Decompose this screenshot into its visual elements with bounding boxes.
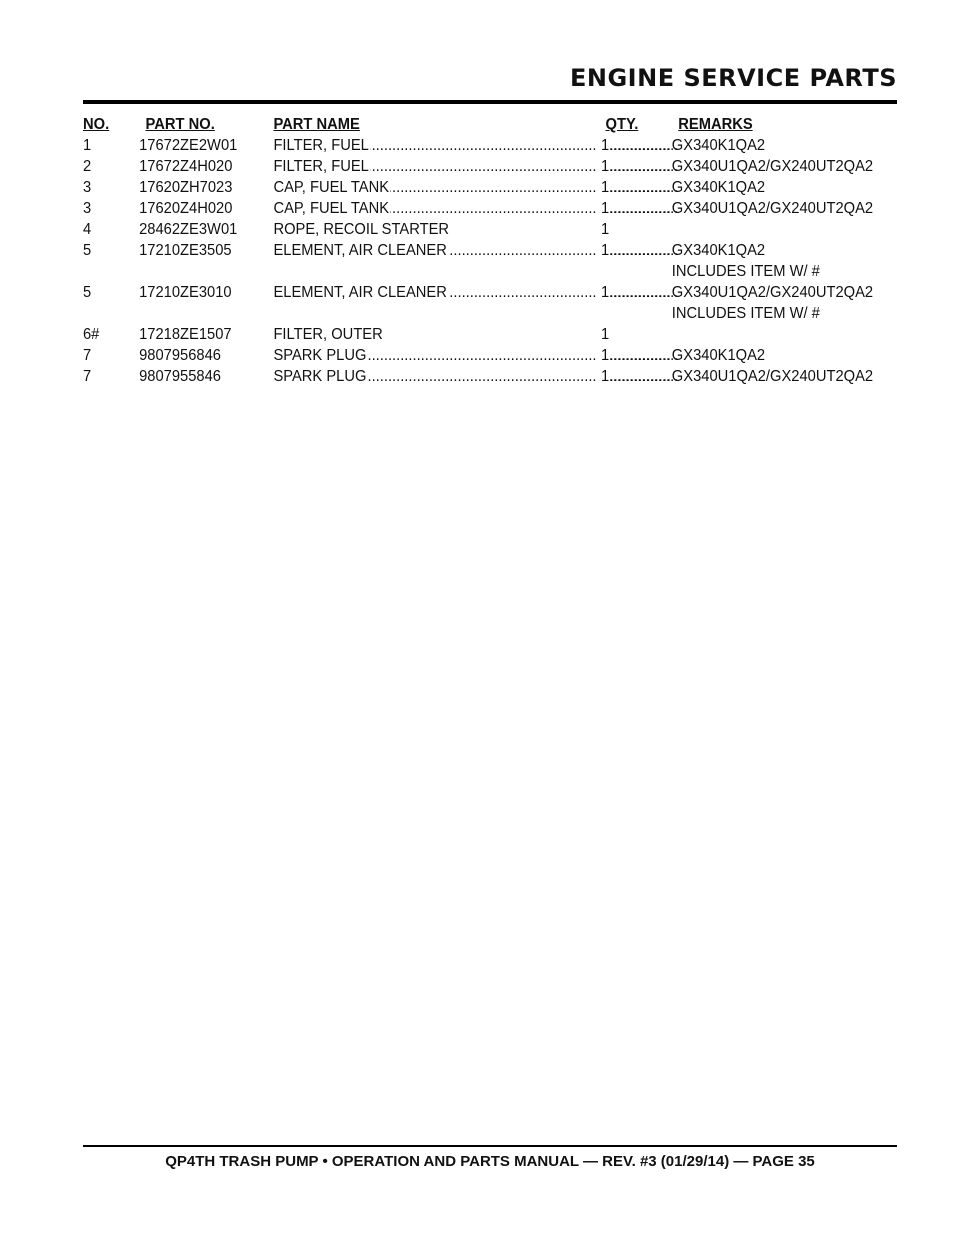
quantity: 1 [597,347,610,364]
item-no: 4 [83,221,92,238]
part-number: 28462ZE3W01 [139,221,238,238]
page-footer: QP4TH TRASH PUMP • OPERATION AND PARTS MANUAL — REV. #3 (01/29/14) — PAGE 35 [165,1153,815,1170]
remarks: GX340K1QA2 [671,242,766,259]
quantity: 1 [597,242,610,259]
quantity: 1 [600,221,610,238]
table-row-continuation [83,261,832,282]
part-name: FILTER, FUEL [273,158,369,175]
column-header-no: NO. [83,116,110,133]
part-name: SPARK PLUG [273,347,367,364]
table-row [83,282,874,303]
part-number: 9807956846 [139,347,221,364]
remarks: GX340U1QA2/GX240UT2QA2 [671,368,874,385]
part-name: CAP, FUEL TANK [273,200,390,217]
item-no: 2 [83,158,92,175]
item-no: 3 [83,179,92,196]
table-row [83,345,832,366]
table-row [83,240,832,261]
item-no: 5 [83,284,92,301]
column-header-remarks: REMARKS [678,116,753,133]
part-number: 17218ZE1507 [139,326,232,343]
item-no: 6# [83,326,100,343]
remarks: GX340K1QA2 [671,347,766,364]
part-name: ELEMENT, AIR CLEANER [273,242,447,259]
footer-divider [83,1145,897,1147]
remarks-note: INCLUDES ITEM W/ # [671,263,820,280]
quantity: 1 [597,368,610,385]
remarks: GX340U1QA2/GX240UT2QA2 [671,200,874,217]
remarks: GX340U1QA2/GX240UT2QA2 [671,158,874,175]
item-no: 5 [83,242,92,259]
page-title: ENGINE SERVICE PARTS [570,64,897,92]
remarks: GX340K1QA2 [671,179,766,196]
part-name: ROPE, RECOIL STARTER [273,221,450,238]
remarks-note: INCLUDES ITEM W/ # [671,305,820,322]
table-row-continuation [83,303,832,324]
table-row [83,198,874,219]
remarks: GX340K1QA2 [671,137,766,154]
part-name: ELEMENT, AIR CLEANER [273,284,447,301]
quantity: 1 [597,137,610,154]
table-row [83,177,832,198]
column-header-part-name: PART NAME [273,116,360,133]
quantity: 1 [597,284,610,301]
part-name: CAP, FUEL TANK [273,179,390,196]
table-header [83,114,832,135]
part-number: 17210ZE3505 [139,242,232,259]
part-name: SPARK PLUG [273,368,367,385]
part-number: 17620Z4H020 [139,200,233,217]
quantity: 1 [600,326,610,343]
part-number: 17672Z4H020 [139,158,233,175]
part-number: 17210ZE3010 [139,284,232,301]
part-number: 9807955846 [139,368,221,385]
part-number: 17620ZH7023 [139,179,233,196]
quantity: 1 [597,158,610,175]
table-row [83,366,874,387]
column-header-part-no: PART NO. [145,116,215,133]
table-row [83,219,832,240]
item-no: 7 [83,347,92,364]
quantity: 1 [597,179,610,196]
table-row [83,324,832,345]
remarks: GX340U1QA2/GX240UT2QA2 [671,284,874,301]
quantity: 1 [597,200,610,217]
title-divider [83,100,897,104]
column-header-qty: QTY. [605,116,639,133]
part-name: FILTER, OUTER [273,326,383,343]
item-no: 7 [83,368,92,385]
part-name: FILTER, FUEL [273,137,369,154]
table-row [83,135,832,156]
parts-table [83,114,874,387]
part-number: 17672ZE2W01 [139,137,238,154]
item-no: 1 [83,137,92,154]
item-no: 3 [83,200,92,217]
table-row [83,156,874,177]
